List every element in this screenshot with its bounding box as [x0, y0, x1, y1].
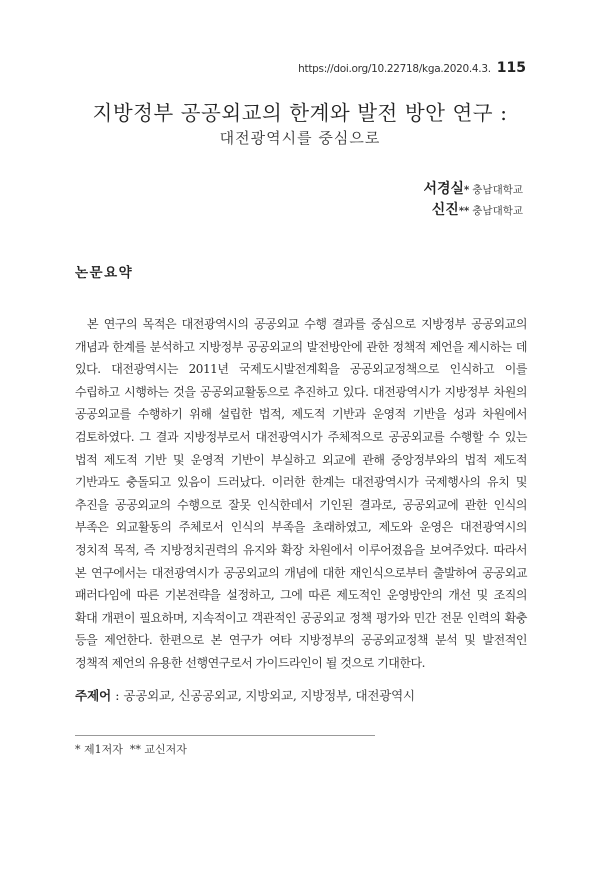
author-1-name: 서경실	[423, 181, 465, 197]
paper-title: 지방정부 공공외교의 한계와 발전 방안 연구 :	[92, 101, 508, 125]
author-2-mark: **	[458, 206, 470, 217]
footnote: * 제1저자 ** 교신저자	[75, 743, 187, 756]
footnote-divider	[75, 735, 375, 736]
author-1-mark: *	[464, 185, 470, 196]
abstract-heading: 논문요약	[75, 265, 134, 281]
abstract-body: 본 연구의 목적은 대전광역시의 공공외교 수행 결과를 중심으로 지방정부 공공외교의 개념과 한계를 분석하고 지방정부 공공외교의 발전방안에 관한 정책적 제언을 제시하는 데 있다. 대전광역시는 2011년 국제도시발전계획을 공공외교정책으로 인식하고 이를 수립하고 시행하는 것을 공공외교활동으로 추진하고 있다. 대전광역시가 지방정부 차원의 공공외교를 수행하기 위해 설립한 법적, 제도적 기반과 운영적 기반을 성과 차원에서 검토하였다. 그 결과 지방정부로서 대전광역시가 주체적으로 공공외교를 수행할 수 있는 법적 제도적 기반 및 운영적 기반이 부실하고 외교에 관해 중앙정부와의 법적 제도적 기반과도 충돌되고 있음이 드러났다. 이러한 한계는 대전광역시가 국제행사의 유치 및 추진을 공공외교의 수행으로 잘못 인식한데서 기인된 결과로, 공공외교에 관한 인식의 부족은 외교활동의 주체로서 인식의 부족을 초래하였고, 제도와 운영은 대전광역시의 정치적 목적, 즉 지방정치권력의 유지와 확장 차원에서 이루어졌음을 보여주었다. 따라서 본 연구에서는 대전광역시가 공공외교의 개념에 대한 재인식으로부터 출발하여 공공외교 패러다임에 따른 기본전략을 설정하고, 그에 따른 제도적인 운영방안의 개선 및 조직의 확대 개편이 필요하며, 지속적이고 객관적인 공공외교 정책 평가와 민간 전문 인력의 확충 등을 제언한다. 한편으로 본 연구가 여타 지방정부의 공공외교정책 분석 및 발전적인 정책적 제언의 유용한 선행연구로서 가이드라인이 될 것으로 기대한다.	[75, 317, 527, 670]
paper-subtitle: 대전광역시를 중심으로	[219, 129, 381, 147]
author-2-affiliation: 충남대학교	[472, 205, 523, 217]
author-1-affiliation: 충남대학교	[472, 184, 523, 196]
author-2-name: 신진	[431, 202, 459, 218]
author-1	[423, 178, 523, 198]
keywords-label: 주제어	[75, 688, 112, 703]
page-number: 115	[496, 60, 526, 76]
keywords	[75, 686, 535, 704]
keywords-values: 공공외교, 신공공외교, 지방외교, 지방정부, 대전광역시	[123, 688, 415, 703]
doi-link[interactable]: https://doi.org/10.22718/kga.2020.4.3.	[298, 63, 491, 75]
doi-header	[298, 57, 526, 76]
author-2	[432, 199, 523, 219]
keywords-separator: :	[111, 688, 124, 703]
